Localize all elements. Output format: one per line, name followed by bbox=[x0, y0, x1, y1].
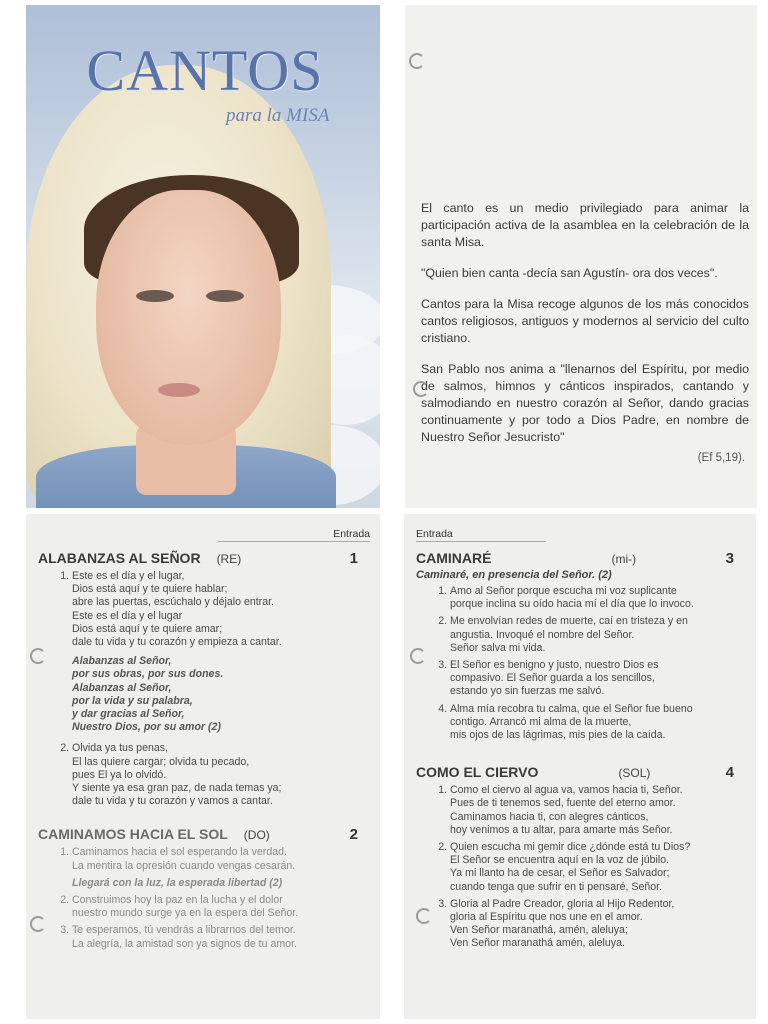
verse-line: 1. Como el ciervo al agua va, vamos hacia ti, Señor. bbox=[450, 784, 683, 797]
verse-line: 2. Me envolvían redes de muerte, caí en tristeza y en bbox=[450, 615, 688, 628]
verse-line: angustia. Invoqué el nombre del Señor. bbox=[450, 628, 635, 641]
verse-line: estando yo sin fuerzas me salvó. bbox=[450, 685, 605, 698]
song-title: CAMINARÉ bbox=[416, 550, 492, 566]
verse-line: 1. Este es el día y el lugar, bbox=[72, 570, 185, 582]
verse bbox=[450, 703, 746, 743]
verse-line: 4. Alma mía recobra tu calma, que el Señor fue bueno bbox=[450, 702, 693, 715]
binder-clip-icon bbox=[409, 53, 425, 69]
song-title: ALABANZAS AL SEÑOR bbox=[38, 550, 201, 566]
verse-line: pues El ya lo olvidó. bbox=[72, 768, 167, 781]
verse-line: Señor salva mi vida. bbox=[450, 641, 546, 654]
intro-paragraph: El canto es un medio privilegiado para animar la participación activa de la asamblea en la celebración de la santa Misa. bbox=[421, 201, 749, 249]
verse-line: compasivo. El Señor guarda a los sencillos, bbox=[450, 672, 655, 685]
verse-line: Ven Señor maranathá, amén, aleluya; bbox=[450, 924, 628, 937]
verse-list bbox=[38, 742, 370, 808]
cover-subtitle: para la MISA bbox=[226, 105, 330, 126]
song-header bbox=[416, 550, 746, 567]
song-key: (mi-) bbox=[611, 552, 637, 566]
cover-title: CANTOS bbox=[86, 38, 324, 103]
eye bbox=[206, 290, 244, 302]
refrain bbox=[72, 877, 370, 890]
verse bbox=[450, 659, 746, 699]
verse-line: Este es el día y el lugar bbox=[72, 609, 183, 622]
refrain: Caminaré, en presencia del Señor. (2) bbox=[416, 569, 612, 581]
verse-line: mis ojos de las lágrimas, mis pies de la caída. bbox=[450, 729, 666, 742]
intro-paragraph: Cantos para la Misa recoge algunos de los más conocidos cantos religiosos, antiguos y modernos al servicio del culto cristiano. bbox=[421, 297, 749, 345]
verse-line: Ya mi llanto ha de cesar, el Señor es Salvador; bbox=[450, 867, 670, 880]
verse-line: hoy venimos a tu altar, para amarte más Señor. bbox=[450, 823, 673, 836]
verse-list bbox=[416, 585, 746, 742]
verse bbox=[450, 898, 746, 951]
verse bbox=[72, 894, 370, 920]
refrain-line: por la vida y su palabra, bbox=[72, 694, 193, 707]
verse-line: 2. Olvida ya tus penas, bbox=[72, 742, 168, 755]
verse-line: cuando tenga que sufrir en ti pensaré, Señor. bbox=[450, 880, 663, 893]
verse-line: Ven Señor maranathá amén, aleluya. bbox=[450, 937, 625, 950]
verse bbox=[450, 615, 746, 655]
verse bbox=[72, 924, 370, 950]
verse-line: dale tu vida y tu corazón y empieza a cantar. bbox=[72, 636, 282, 649]
verse bbox=[450, 585, 746, 611]
refrain-line: y dar gracias al Señor, bbox=[72, 708, 185, 721]
song-number: 2 bbox=[349, 826, 358, 844]
song-key: (DO) bbox=[243, 828, 270, 843]
verse-line: 1. Caminamos hacia el sol esperando la verdad. bbox=[72, 846, 287, 859]
song-key: (SOL) bbox=[618, 766, 651, 781]
verse-line: 3. El Señor es benigno y justo, nuestro Dios es bbox=[450, 659, 659, 672]
song-title: CAMINAMOS HACIA EL SOL bbox=[38, 826, 228, 843]
eye bbox=[136, 290, 174, 302]
verse-line: Y siente ya esa gran paz, de nada temas ya; bbox=[72, 782, 282, 795]
binder-clip-icon bbox=[30, 916, 46, 932]
binder-clip-icon bbox=[410, 648, 426, 664]
verse-line: porque inclina su oído hacia mí el día que lo invoco. bbox=[450, 598, 694, 611]
verse-line: contigo. Arrancó mi alma de la muerte, bbox=[450, 715, 632, 728]
intro-paragraph: San Pablo nos anima a "llenarnos del Espíritu, por medio de salmos, himnos y cánticos inspirados, cantando y salmodiando en nuestro corazón al Señor, dando gracias continuamente y por todo a Dios Padre, en nombre de Nuestro Señor Jesucristo" bbox=[421, 362, 749, 444]
verse-line: Dios está aquí y te quiere amar; bbox=[72, 622, 223, 635]
verse bbox=[72, 846, 370, 872]
refrain-line: Alabanzas al Señor, bbox=[72, 681, 172, 694]
verse-list bbox=[38, 894, 370, 951]
verse-line: dale tu vida y tu corazón y vamos a cantar. bbox=[72, 795, 273, 808]
song-key: (RE) bbox=[216, 552, 242, 566]
verse-line: abre las puertas, escúchalo y déjalo entrar. bbox=[72, 596, 274, 609]
verse-line: Caminamos hacia ti, con alegres cánticos, bbox=[450, 810, 649, 823]
verse-line: 1. Amo al Señor porque escucha mi voz suplicante bbox=[450, 585, 677, 597]
verse-list bbox=[38, 570, 370, 649]
cover-page bbox=[26, 5, 380, 508]
song-title: COMO EL CIERVO bbox=[416, 764, 539, 781]
verse bbox=[72, 742, 370, 808]
running-head: Entrada bbox=[218, 528, 370, 542]
song-header bbox=[38, 826, 370, 843]
song-number: 3 bbox=[725, 550, 734, 567]
intro-paragraph: "Quien bien canta -decía san Agustín- ora dos veces". bbox=[421, 266, 718, 280]
verse-list bbox=[38, 846, 370, 872]
verse-line: El las quiere cargar; olvida tu pecado, bbox=[72, 755, 250, 768]
intro-page bbox=[405, 5, 757, 508]
verse-line: El Señor se encuentra aquí en la voz de júbilo. bbox=[450, 854, 670, 867]
virgin-mary-face bbox=[96, 190, 281, 445]
songs-page-left bbox=[26, 514, 380, 1019]
lips bbox=[158, 383, 200, 397]
verse bbox=[72, 570, 370, 649]
verse-line: 2. Construimos hoy la paz en la lucha y el dolor bbox=[72, 894, 283, 907]
binder-clip-icon bbox=[413, 381, 429, 397]
song-block bbox=[38, 826, 370, 950]
refrain bbox=[72, 655, 370, 734]
bible-reference: (Ef 5,19). bbox=[697, 452, 745, 464]
song-number: 1 bbox=[349, 550, 358, 567]
verse bbox=[450, 841, 746, 894]
refrain-line: por sus obras, por sus dones. bbox=[72, 668, 224, 681]
verse-line: 3. Te esperamos, tú vendrás a librarnos del temor. bbox=[72, 924, 296, 937]
song-header bbox=[416, 764, 746, 781]
refrain-line: Nuestro Dios, por su amor (2) bbox=[72, 721, 221, 734]
verse-line: La alegría, la amistad son ya signos de tu amor. bbox=[72, 937, 297, 950]
refrain-line: Llegará con la luz, la esperada libertad (2) bbox=[72, 876, 283, 889]
verse-line: 3. Gloria al Padre Creador, gloria al Hijo Redentor, bbox=[450, 897, 675, 910]
binder-clip-icon bbox=[416, 908, 432, 924]
refrain-line: Alabanzas al Señor, bbox=[72, 655, 172, 668]
verse-list bbox=[416, 784, 746, 950]
verse bbox=[450, 784, 746, 837]
binder-clip-icon bbox=[30, 648, 46, 664]
song-number: 4 bbox=[725, 764, 734, 782]
verse-line: gloria al Espíritu que nos une en el amor. bbox=[450, 911, 643, 924]
verse-line: La mentira la opresión cuando vengas cesarán. bbox=[72, 859, 296, 872]
verse-line: 2. Quien escucha mi gemir dice ¿dónde está tu Dios? bbox=[450, 841, 691, 854]
song-header bbox=[38, 550, 370, 567]
verse-line: nuestro mundo surge ya en la espera del Señor. bbox=[72, 907, 299, 920]
verse-line: Dios está aquí y te quiere hablar; bbox=[72, 583, 228, 596]
songs-page-right bbox=[404, 514, 756, 1019]
verse-line: Pues de ti tenemos sed, fuente del eterno amor. bbox=[450, 797, 676, 810]
running-head: Entrada bbox=[416, 528, 546, 542]
